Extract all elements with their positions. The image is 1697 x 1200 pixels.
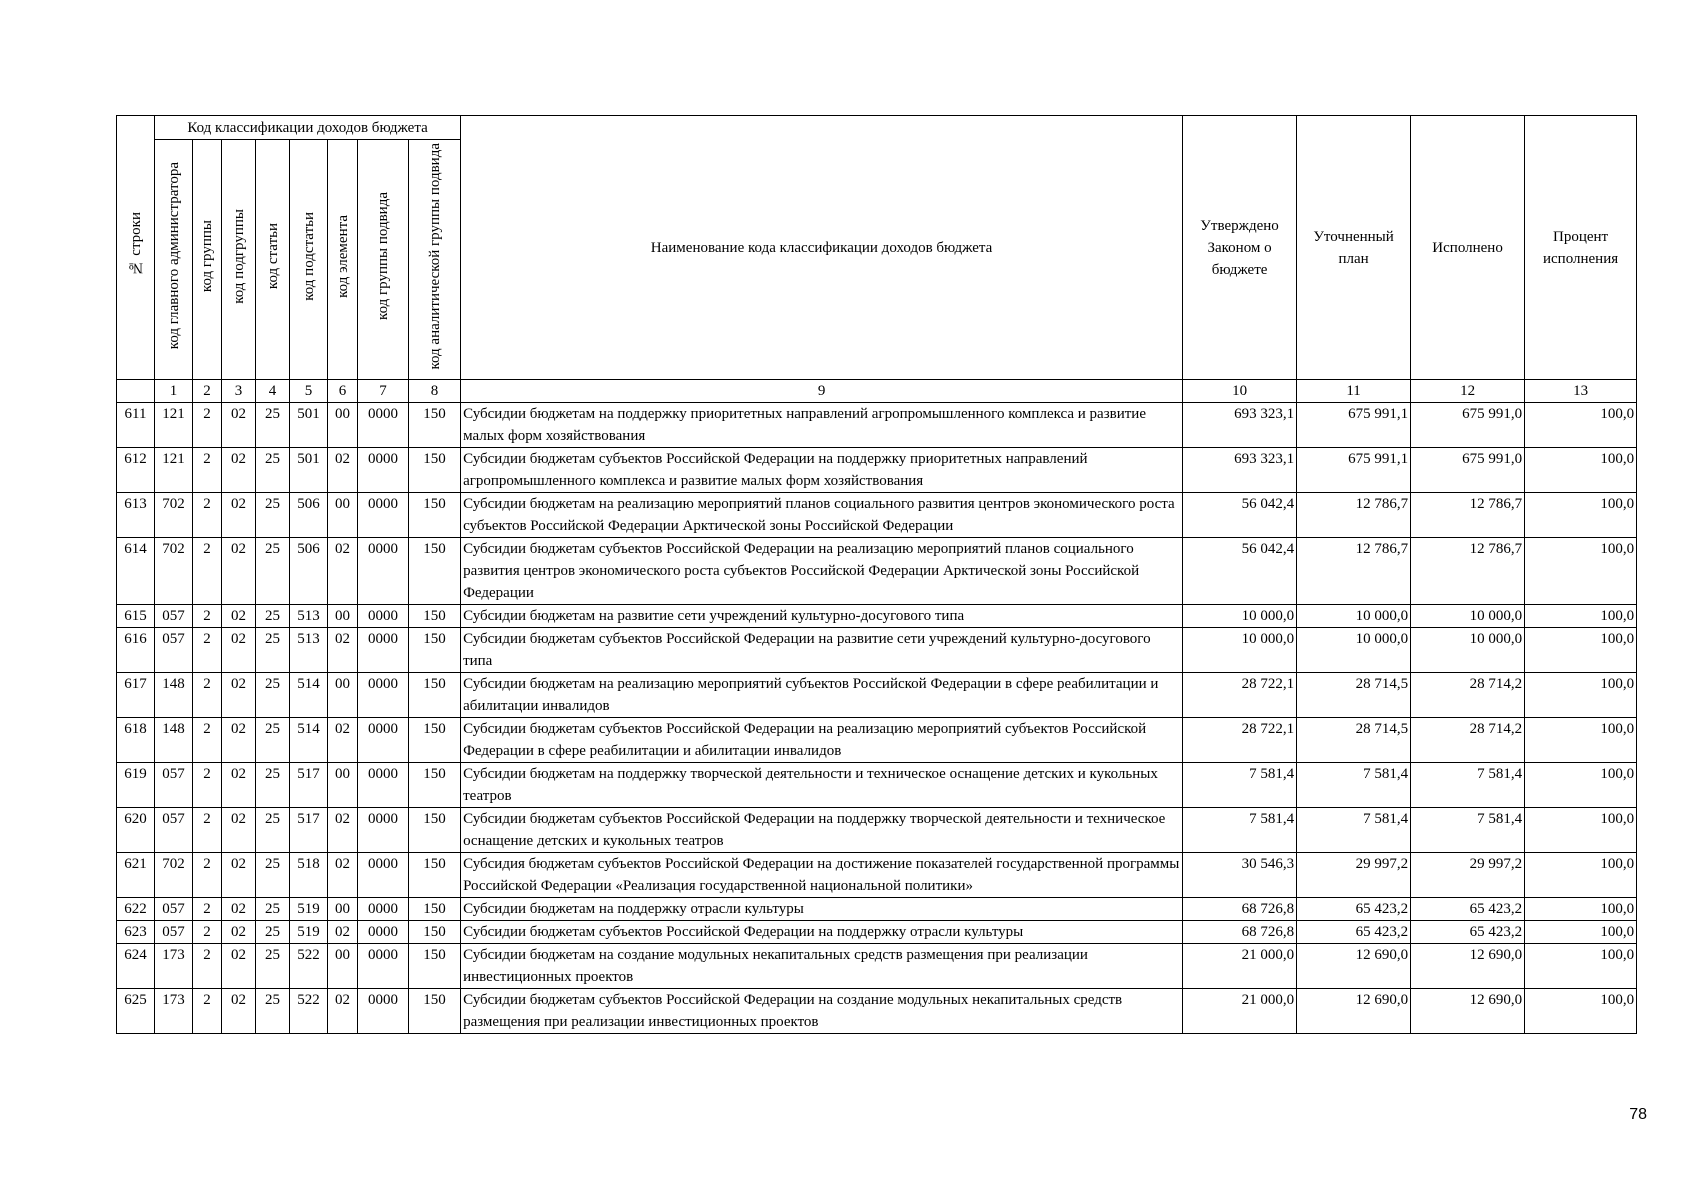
planned-cell: 7 581,4: [1297, 763, 1411, 808]
element-code-cell: 00: [328, 944, 358, 989]
header-admin-code: [155, 140, 193, 380]
percent-cell: 100,0: [1525, 808, 1637, 853]
admin-code-cell: 702: [155, 493, 193, 538]
subgroup-code-cell: 02: [222, 403, 256, 448]
name-cell: Субсидии бюджетам субъектов Российской Федерации на реализацию мероприятий планов социального развития центров экономического роста субъектов Российской Федерации Арктической зоны Российской Федерации: [461, 538, 1183, 605]
approved-cell: 693 323,1: [1183, 448, 1297, 493]
subgroup-code-cell: 02: [222, 605, 256, 628]
header-subtype-group-code-label: код группы подвида: [375, 192, 391, 320]
name-cell: Субсидии бюджетам на реализацию мероприятий субъектов Российской Федерации в сфере реабилитации и абилитации инвалидов: [461, 673, 1183, 718]
table-row: [117, 493, 1637, 538]
header-executed: Исполнено: [1411, 116, 1525, 380]
subgroup-code-cell: 02: [222, 718, 256, 763]
subarticle-code-cell: 506: [290, 493, 328, 538]
header-element-code-label: код элемента: [334, 214, 351, 298]
admin-code-cell: 057: [155, 898, 193, 921]
article-code-cell: 25: [256, 403, 290, 448]
approved-cell: 28 722,1: [1183, 718, 1297, 763]
name-cell: Субсидии бюджетам субъектов Российской Федерации на создание модульных некапитальных средств размещения при реализации инвестиционных проектов: [461, 989, 1183, 1034]
article-code-cell: 25: [256, 989, 290, 1034]
subtype-group-code-cell: 0000: [358, 538, 409, 605]
element-code-cell: 00: [328, 673, 358, 718]
table-row: [117, 853, 1637, 898]
table-row: [117, 921, 1637, 944]
subgroup-code-cell: 02: [222, 448, 256, 493]
group-code-cell: 2: [193, 605, 222, 628]
admin-code-cell: 148: [155, 673, 193, 718]
article-code-cell: 25: [256, 605, 290, 628]
element-code-cell: 00: [328, 898, 358, 921]
approved-cell: 68 726,8: [1183, 921, 1297, 944]
planned-cell: 65 423,2: [1297, 921, 1411, 944]
approved-cell: 21 000,0: [1183, 944, 1297, 989]
table-row: [117, 538, 1637, 605]
subtype-group-code-cell: 0000: [358, 403, 409, 448]
analytic-group-code-cell: 150: [409, 718, 461, 763]
analytic-group-code-cell: 150: [409, 448, 461, 493]
executed-cell: 10 000,0: [1411, 628, 1525, 673]
subtype-group-code-cell: 0000: [358, 763, 409, 808]
row-number-cell: 614: [117, 538, 155, 605]
table-row: [117, 673, 1637, 718]
subarticle-code-cell: 514: [290, 673, 328, 718]
column-number: 2: [193, 380, 222, 403]
element-code-cell: 02: [328, 808, 358, 853]
planned-cell: 12 690,0: [1297, 989, 1411, 1034]
row-number-cell: 611: [117, 403, 155, 448]
header-planned: Уточненный план: [1297, 116, 1411, 380]
table-row: [117, 898, 1637, 921]
element-code-cell: 00: [328, 493, 358, 538]
percent-cell: 100,0: [1525, 853, 1637, 898]
executed-cell: 7 581,4: [1411, 763, 1525, 808]
planned-cell: 12 786,7: [1297, 493, 1411, 538]
admin-code-cell: 057: [155, 921, 193, 944]
subgroup-code-cell: 02: [222, 808, 256, 853]
group-code-cell: 2: [193, 538, 222, 605]
header-analytic-group-code-label: код аналитической группы подвида: [426, 142, 443, 370]
analytic-group-code-cell: 150: [409, 538, 461, 605]
percent-cell: 100,0: [1525, 538, 1637, 605]
subarticle-code-cell: 517: [290, 808, 328, 853]
subtype-group-code-cell: 0000: [358, 628, 409, 673]
admin-code-cell: 702: [155, 853, 193, 898]
analytic-group-code-cell: 150: [409, 898, 461, 921]
column-number: 8: [409, 380, 461, 403]
admin-code-cell: 173: [155, 989, 193, 1034]
executed-cell: 675 991,0: [1411, 403, 1525, 448]
group-code-cell: 2: [193, 898, 222, 921]
column-number: 1: [155, 380, 193, 403]
analytic-group-code-cell: 150: [409, 403, 461, 448]
table-row: [117, 403, 1637, 448]
article-code-cell: 25: [256, 538, 290, 605]
column-number: 5: [290, 380, 328, 403]
group-code-cell: 2: [193, 808, 222, 853]
approved-cell: 7 581,4: [1183, 808, 1297, 853]
row-number-cell: 616: [117, 628, 155, 673]
budget-table-container: [116, 115, 1636, 1034]
subgroup-code-cell: 02: [222, 763, 256, 808]
table-row: [117, 989, 1637, 1034]
percent-cell: 100,0: [1525, 718, 1637, 763]
executed-cell: 12 690,0: [1411, 989, 1525, 1034]
header-admin-code-label: код главного администратора: [165, 162, 182, 350]
row-number-cell: 621: [117, 853, 155, 898]
percent-cell: 100,0: [1525, 944, 1637, 989]
subgroup-code-cell: 02: [222, 944, 256, 989]
row-number-cell: 618: [117, 718, 155, 763]
header-subarticle-code: [290, 140, 328, 380]
subarticle-code-cell: 513: [290, 605, 328, 628]
planned-cell: 7 581,4: [1297, 808, 1411, 853]
approved-cell: 21 000,0: [1183, 989, 1297, 1034]
subarticle-code-cell: 506: [290, 538, 328, 605]
header-article-code: [256, 140, 290, 380]
table-row: [117, 718, 1637, 763]
approved-cell: 30 546,3: [1183, 853, 1297, 898]
table-row: [117, 628, 1637, 673]
column-number: [117, 380, 155, 403]
percent-cell: 100,0: [1525, 493, 1637, 538]
header-group-code: [193, 140, 222, 380]
subarticle-code-cell: 513: [290, 628, 328, 673]
name-cell: Субсидии бюджетам на поддержку приоритетных направлений агропромышленного комплекса и развитие малых форм хозяйствования: [461, 403, 1183, 448]
executed-cell: 12 786,7: [1411, 538, 1525, 605]
percent-cell: 100,0: [1525, 921, 1637, 944]
table-row: [117, 605, 1637, 628]
article-code-cell: 25: [256, 673, 290, 718]
admin-code-cell: 057: [155, 808, 193, 853]
subtype-group-code-cell: 0000: [358, 673, 409, 718]
header-row-number-label: № строки: [127, 212, 144, 276]
group-code-cell: 2: [193, 493, 222, 538]
element-code-cell: 02: [328, 989, 358, 1034]
row-number-cell: 622: [117, 898, 155, 921]
table-row: [117, 763, 1637, 808]
analytic-group-code-cell: 150: [409, 853, 461, 898]
article-code-cell: 25: [256, 448, 290, 493]
element-code-cell: 00: [328, 403, 358, 448]
article-code-cell: 25: [256, 628, 290, 673]
row-number-cell: 613: [117, 493, 155, 538]
subtype-group-code-cell: 0000: [358, 921, 409, 944]
name-cell: Субсидия бюджетам субъектов Российской Федерации на достижение показателей государственной программы Российской Федерации «Реализация государственной национальной политики»: [461, 853, 1183, 898]
planned-cell: 675 991,1: [1297, 403, 1411, 448]
subgroup-code-cell: 02: [222, 538, 256, 605]
subtype-group-code-cell: 0000: [358, 944, 409, 989]
executed-cell: 65 423,2: [1411, 921, 1525, 944]
analytic-group-code-cell: 150: [409, 808, 461, 853]
subarticle-code-cell: 519: [290, 898, 328, 921]
article-code-cell: 25: [256, 763, 290, 808]
admin-code-cell: 148: [155, 718, 193, 763]
subtype-group-code-cell: 0000: [358, 448, 409, 493]
percent-cell: 100,0: [1525, 628, 1637, 673]
header-classification-group: Код классификации доходов бюджета: [155, 116, 461, 140]
article-code-cell: 25: [256, 808, 290, 853]
name-cell: Субсидии бюджетам на реализацию мероприятий планов социального развития центров экономического роста субъектов Российской Федерации Арктической зоны Российской Федерации: [461, 493, 1183, 538]
subarticle-code-cell: 522: [290, 989, 328, 1034]
percent-cell: 100,0: [1525, 673, 1637, 718]
element-code-cell: 00: [328, 605, 358, 628]
element-code-cell: 02: [328, 628, 358, 673]
subtype-group-code-cell: 0000: [358, 989, 409, 1034]
approved-cell: 68 726,8: [1183, 898, 1297, 921]
approved-cell: 28 722,1: [1183, 673, 1297, 718]
planned-cell: 12 690,0: [1297, 944, 1411, 989]
name-cell: Субсидии бюджетам на поддержку творческой деятельности и техническое оснащение детских и кукольных театров: [461, 763, 1183, 808]
executed-cell: 28 714,2: [1411, 718, 1525, 763]
row-number-cell: 625: [117, 989, 155, 1034]
header-subgroup-code: [222, 140, 256, 380]
header-article-code-label: код статьи: [264, 222, 281, 290]
table-row: [117, 448, 1637, 493]
percent-cell: 100,0: [1525, 989, 1637, 1034]
subarticle-code-cell: 501: [290, 448, 328, 493]
row-number-cell: 620: [117, 808, 155, 853]
subtype-group-code-cell: 0000: [358, 493, 409, 538]
group-code-cell: 2: [193, 944, 222, 989]
group-code-cell: 2: [193, 403, 222, 448]
name-cell: Субсидии бюджетам на создание модульных некапитальных средств размещения при реализации инвестиционных проектов: [461, 944, 1183, 989]
group-code-cell: 2: [193, 921, 222, 944]
row-number-cell: 619: [117, 763, 155, 808]
header-approved: Утверждено Законом о бюджете: [1183, 116, 1297, 380]
article-code-cell: 25: [256, 853, 290, 898]
element-code-cell: 02: [328, 448, 358, 493]
row-number-cell: 612: [117, 448, 155, 493]
article-code-cell: 25: [256, 944, 290, 989]
subarticle-code-cell: 501: [290, 403, 328, 448]
name-cell: Субсидии бюджетам на поддержку отрасли культуры: [461, 898, 1183, 921]
subtype-group-code-cell: 0000: [358, 605, 409, 628]
subgroup-code-cell: 02: [222, 989, 256, 1034]
column-number: 10: [1183, 380, 1297, 403]
header-subtype-group-code: [358, 140, 409, 380]
subarticle-code-cell: 519: [290, 921, 328, 944]
column-number: 13: [1525, 380, 1637, 403]
group-code-cell: 2: [193, 763, 222, 808]
executed-cell: 29 997,2: [1411, 853, 1525, 898]
admin-code-cell: 173: [155, 944, 193, 989]
header-element-code: [328, 140, 358, 380]
row-number-cell: 623: [117, 921, 155, 944]
executed-cell: 7 581,4: [1411, 808, 1525, 853]
group-code-cell: 2: [193, 989, 222, 1034]
subarticle-code-cell: 518: [290, 853, 328, 898]
executed-cell: 12 786,7: [1411, 493, 1525, 538]
analytic-group-code-cell: 150: [409, 989, 461, 1034]
percent-cell: 100,0: [1525, 403, 1637, 448]
analytic-group-code-cell: 150: [409, 921, 461, 944]
subarticle-code-cell: 517: [290, 763, 328, 808]
analytic-group-code-cell: 150: [409, 763, 461, 808]
group-code-cell: 2: [193, 628, 222, 673]
column-number: 7: [358, 380, 409, 403]
header-analytic-group-code: [409, 140, 461, 380]
group-code-cell: 2: [193, 448, 222, 493]
admin-code-cell: 057: [155, 628, 193, 673]
planned-cell: 675 991,1: [1297, 448, 1411, 493]
analytic-group-code-cell: 150: [409, 673, 461, 718]
planned-cell: 28 714,5: [1297, 673, 1411, 718]
percent-cell: 100,0: [1525, 898, 1637, 921]
column-number: 3: [222, 380, 256, 403]
executed-cell: 12 690,0: [1411, 944, 1525, 989]
column-number: 4: [256, 380, 290, 403]
subgroup-code-cell: 02: [222, 628, 256, 673]
admin-code-cell: 702: [155, 538, 193, 605]
percent-cell: 100,0: [1525, 605, 1637, 628]
budget-revenue-table: [116, 115, 1637, 1034]
planned-cell: 29 997,2: [1297, 853, 1411, 898]
approved-cell: 10 000,0: [1183, 605, 1297, 628]
admin-code-cell: 121: [155, 403, 193, 448]
row-number-cell: 617: [117, 673, 155, 718]
analytic-group-code-cell: 150: [409, 493, 461, 538]
article-code-cell: 25: [256, 493, 290, 538]
subtype-group-code-cell: 0000: [358, 808, 409, 853]
column-number-row: [117, 380, 1637, 403]
article-code-cell: 25: [256, 921, 290, 944]
percent-cell: 100,0: [1525, 763, 1637, 808]
element-code-cell: 02: [328, 921, 358, 944]
subgroup-code-cell: 02: [222, 493, 256, 538]
percent-cell: 100,0: [1525, 448, 1637, 493]
element-code-cell: 00: [328, 763, 358, 808]
approved-cell: 56 042,4: [1183, 493, 1297, 538]
group-code-cell: 2: [193, 853, 222, 898]
executed-cell: 28 714,2: [1411, 673, 1525, 718]
subgroup-code-cell: 02: [222, 853, 256, 898]
name-cell: Субсидии бюджетам субъектов Российской Федерации на поддержку приоритетных направлений агропромышленного комплекса и развитие малых форм хозяйствования: [461, 448, 1183, 493]
subgroup-code-cell: 02: [222, 898, 256, 921]
header-subarticle-code-label: код подстатьи: [300, 211, 317, 301]
planned-cell: 28 714,5: [1297, 718, 1411, 763]
column-number: 11: [1297, 380, 1411, 403]
element-code-cell: 02: [328, 538, 358, 605]
article-code-cell: 25: [256, 718, 290, 763]
subtype-group-code-cell: 0000: [358, 898, 409, 921]
element-code-cell: 02: [328, 718, 358, 763]
approved-cell: 10 000,0: [1183, 628, 1297, 673]
column-number: 9: [461, 380, 1183, 403]
group-code-cell: 2: [193, 673, 222, 718]
name-cell: Субсидии бюджетам на развитие сети учреждений культурно-досугового типа: [461, 605, 1183, 628]
executed-cell: 675 991,0: [1411, 448, 1525, 493]
approved-cell: 56 042,4: [1183, 538, 1297, 605]
executed-cell: 65 423,2: [1411, 898, 1525, 921]
article-code-cell: 25: [256, 898, 290, 921]
header-group-code-label: код группы: [199, 219, 215, 293]
subtype-group-code-cell: 0000: [358, 718, 409, 763]
analytic-group-code-cell: 150: [409, 628, 461, 673]
subarticle-code-cell: 514: [290, 718, 328, 763]
subarticle-code-cell: 522: [290, 944, 328, 989]
column-number: 12: [1411, 380, 1525, 403]
subtype-group-code-cell: 0000: [358, 853, 409, 898]
name-cell: Субсидии бюджетам субъектов Российской Федерации на реализацию мероприятий субъектов Российской Федерации в сфере реабилитации и абилитации инвалидов: [461, 718, 1183, 763]
page-number: 78: [1629, 1106, 1647, 1123]
column-number: 6: [328, 380, 358, 403]
row-number-cell: 615: [117, 605, 155, 628]
planned-cell: 10 000,0: [1297, 605, 1411, 628]
header-subgroup-code-label: код подгруппы: [230, 208, 247, 304]
table-row: [117, 944, 1637, 989]
name-cell: Субсидии бюджетам субъектов Российской Федерации на развитие сети учреждений культурно-досугового типа: [461, 628, 1183, 673]
admin-code-cell: 121: [155, 448, 193, 493]
admin-code-cell: 057: [155, 763, 193, 808]
analytic-group-code-cell: 150: [409, 605, 461, 628]
approved-cell: 7 581,4: [1183, 763, 1297, 808]
subgroup-code-cell: 02: [222, 921, 256, 944]
header-percent: Процент исполнения: [1525, 116, 1637, 380]
name-cell: Субсидии бюджетам субъектов Российской Федерации на поддержку отрасли культуры: [461, 921, 1183, 944]
executed-cell: 10 000,0: [1411, 605, 1525, 628]
header-name: Наименование кода классификации доходов бюджета: [461, 116, 1183, 380]
element-code-cell: 02: [328, 853, 358, 898]
header-row-number: [117, 116, 155, 380]
name-cell: Субсидии бюджетам субъектов Российской Федерации на поддержку творческой деятельности и техническое оснащение детских и кукольных театров: [461, 808, 1183, 853]
analytic-group-code-cell: 150: [409, 944, 461, 989]
group-code-cell: 2: [193, 718, 222, 763]
planned-cell: 10 000,0: [1297, 628, 1411, 673]
table-body: [117, 403, 1637, 1034]
table-row: [117, 808, 1637, 853]
approved-cell: 693 323,1: [1183, 403, 1297, 448]
admin-code-cell: 057: [155, 605, 193, 628]
planned-cell: 12 786,7: [1297, 538, 1411, 605]
planned-cell: 65 423,2: [1297, 898, 1411, 921]
row-number-cell: 624: [117, 944, 155, 989]
subgroup-code-cell: 02: [222, 673, 256, 718]
